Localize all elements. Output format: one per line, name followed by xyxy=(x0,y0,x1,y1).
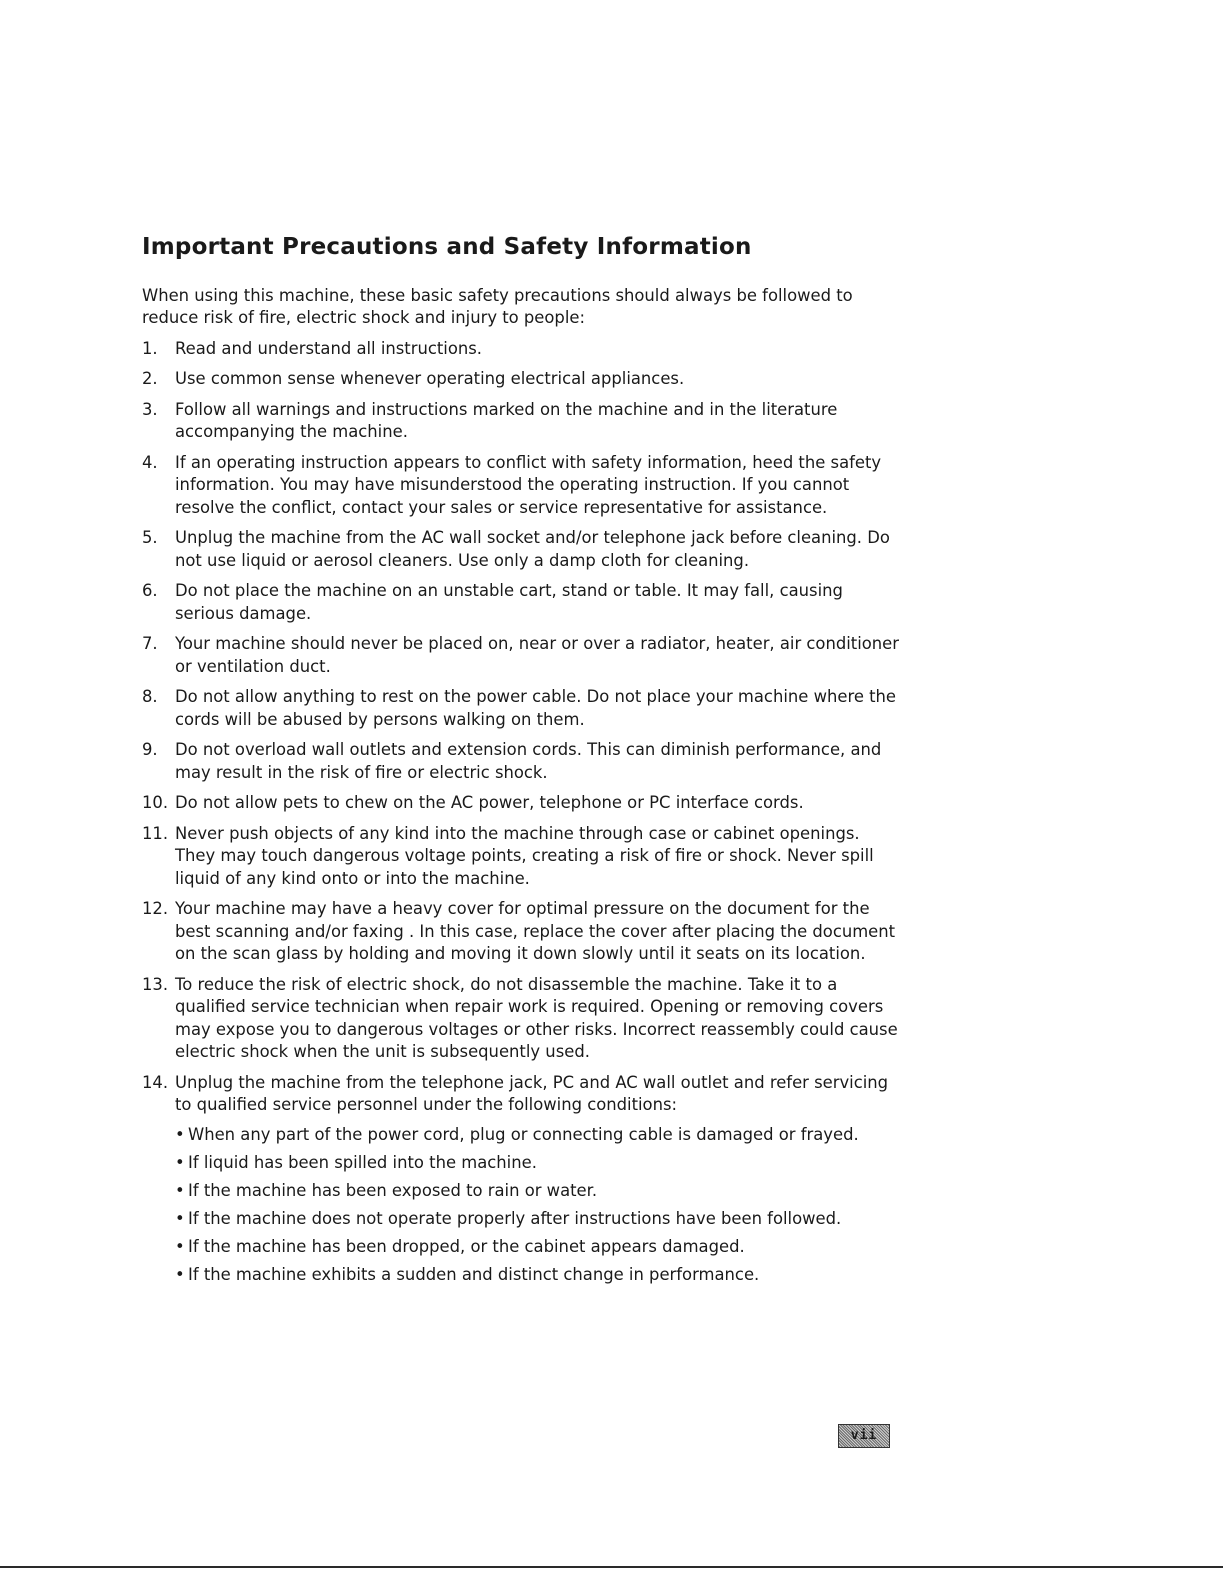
list-item xyxy=(142,1072,902,1287)
item-text: If an operating instruction appears to conflict with safety information, heed the safety information. You may have misunderstood the operating instruction. If you cannot resolve the conflict, contact your sales or service representative for assistance. xyxy=(175,453,882,517)
item-number: 14. xyxy=(142,1072,169,1092)
item-text: To reduce the risk of electric shock, do not disassemble the machine. Take it to a qualified service technician when repair work is required. Opening or removing covers may expose you to dangerous voltages or other risks. Incorrect reassembly could cause electric shock when the unit is subsequently used. xyxy=(175,974,898,1062)
condition-item: • If the machine has been exposed to rain or water. xyxy=(175,1180,902,1202)
list-item xyxy=(142,527,902,572)
page-title: Important Precautions and Safety Information xyxy=(142,234,752,260)
list-item xyxy=(142,452,902,519)
item-number: 10. xyxy=(142,793,169,813)
item-number: 13. xyxy=(142,974,169,994)
item-text: Follow all warnings and instructions marked on the machine and in the literature accompanying the machine. xyxy=(175,400,838,442)
condition-item: • If the machine exhibits a sudden and distinct change in performance. xyxy=(175,1264,902,1286)
item-number: 11. xyxy=(142,824,169,843)
precautions-list xyxy=(142,338,902,1287)
list-item xyxy=(142,368,902,390)
item-text: Do not allow pets to chew on the AC power, telephone or PC interface cords. xyxy=(175,793,804,813)
page-bottom-rule xyxy=(0,1566,1223,1568)
document-body xyxy=(142,285,902,1295)
item-text: Do not allow anything to rest on the power cable. Do not place your machine where the cords will be abused by persons walking on them. xyxy=(175,687,897,729)
condition-item: • If the machine does not operate properly after instructions have been followed. xyxy=(175,1208,902,1230)
item-number: 12. xyxy=(142,899,169,919)
conditions-list xyxy=(175,1124,902,1286)
list-item xyxy=(142,792,902,814)
list-item xyxy=(142,338,902,360)
item-text: Read and understand all instructions. xyxy=(175,338,483,358)
list-item xyxy=(142,580,902,625)
page-number: vii xyxy=(838,1424,890,1448)
item-number: 9. xyxy=(142,740,158,760)
list-item xyxy=(142,823,902,890)
item-number: 5. xyxy=(142,528,158,548)
item-text: Never push objects of any kind into the machine through case or cabinet openings. They may touch dangerous voltage points, creating a risk of fire or shock. Never spill liquid of any kind onto or into the machine. xyxy=(175,824,874,888)
list-item xyxy=(142,633,902,678)
item-number: 7. xyxy=(142,634,158,654)
item-text: Unplug the machine from the telephone jack, PC and AC wall outlet and refer servicing to qualified service personnel under the following conditions: xyxy=(175,1072,889,1115)
item-text: Your machine should never be placed on, near or over a radiator, heater, air conditioner or ventilation duct. xyxy=(175,634,900,676)
item-number: 4. xyxy=(142,453,158,472)
item-number: 3. xyxy=(142,400,158,419)
item-number: 1. xyxy=(142,338,158,358)
list-item xyxy=(142,898,902,965)
list-item xyxy=(142,399,902,444)
condition-item: • If the machine has been dropped, or the cabinet appears damaged. xyxy=(175,1236,902,1258)
item-number: 8. xyxy=(142,687,158,707)
list-item xyxy=(142,686,902,731)
item-text: Unplug the machine from the AC wall socket and/or telephone jack before cleaning. Do not use liquid or aerosol cleaners. Use only a damp cloth for cleaning. xyxy=(175,528,890,570)
list-item xyxy=(142,739,902,784)
item-text: Your machine may have a heavy cover for optimal pressure on the document for the best scanning and/or faxing . In this case, replace the cover after placing the document on the scan glass by holding and moving it down slowly until it seats on its location. xyxy=(175,899,896,964)
intro-paragraph: When using this machine, these basic safety precautions should always be followed to reduce risk of fire, electric shock and injury to people: xyxy=(142,286,853,328)
item-number: 6. xyxy=(142,581,158,601)
item-number: 2. xyxy=(142,369,158,389)
list-item xyxy=(142,974,902,1064)
condition-item: • If liquid has been spilled into the machine. xyxy=(175,1152,902,1174)
condition-item: • When any part of the power cord, plug or connecting cable is damaged or frayed. xyxy=(175,1124,902,1146)
item-text: Do not overload wall outlets and extension cords. This can diminish performance, and may result in the risk of fire or electric shock. xyxy=(175,740,882,782)
item-text: Do not place the machine on an unstable cart, stand or table. It may fall, causing serious damage. xyxy=(175,581,843,623)
item-text: Use common sense whenever operating electrical appliances. xyxy=(175,369,685,389)
